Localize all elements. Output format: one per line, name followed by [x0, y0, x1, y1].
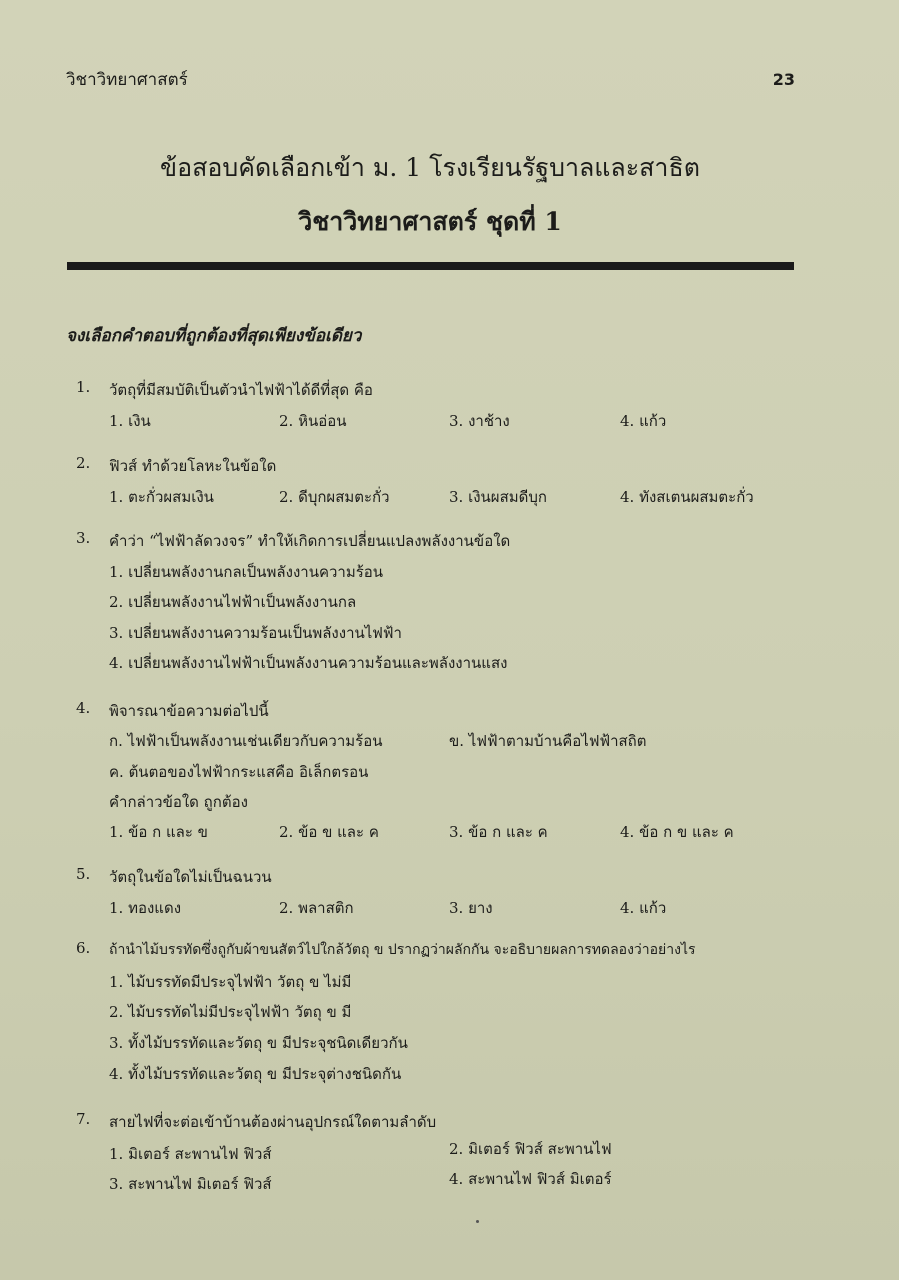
option: 3. งาช้าง	[449, 412, 510, 430]
option: 2. พลาสติก	[279, 899, 354, 917]
option: 3. เงินผสมดีบุก	[449, 488, 547, 506]
question-text: วัตถุที่มีสมบัติเป็นตัวนำไฟฟ้าได้ดีที่สุด คือ	[109, 381, 373, 399]
running-header: วิชาวิทยาศาสตร์	[66, 70, 188, 90]
question-number: 1.	[76, 378, 91, 396]
option: 3. เปลี่ยนพลังงานความร้อนเป็นพลังงานไฟฟ้า	[109, 624, 402, 642]
question-number: 5.	[76, 865, 91, 883]
question-text: ถ้านำไม้บรรทัดซึ่งถูกับผ้าขนสัตว์ไปใกล้วัตถุ ข ปรากฏว่าผลักกัน จะอธิบายผลการทดลองว่าอย่างไร	[109, 942, 696, 958]
option: 1. เปลี่ยนพลังงานกลเป็นพลังงานความร้อน	[109, 563, 384, 581]
option: 3. ยาง	[449, 899, 493, 917]
option: 1. ข้อ ก และ ข	[109, 823, 208, 841]
option: 4. สะพานไฟ ฟิวส์ มิเตอร์	[449, 1170, 612, 1188]
option: 2. มิเตอร์ ฟิวส์ สะพานไฟ	[449, 1140, 612, 1158]
exam-subtitle: วิชาวิทยาศาสตร์ ชุดที่ 1	[298, 207, 562, 236]
option: 1. มิเตอร์ สะพานไฟ ฟิวส์	[109, 1145, 272, 1163]
option: 1. ตะกั่วผสมเงิน	[109, 488, 214, 506]
print-speck	[476, 1220, 479, 1223]
option: 3. ทั้งไม้บรรทัดและวัตถุ ข มีประจุชนิดเดียวกัน	[109, 1034, 408, 1052]
option: 1. เงิน	[109, 412, 151, 430]
option: 4. เปลี่ยนพลังงานไฟฟ้าเป็นพลังงานความร้อนและพลังงานแสง	[109, 654, 508, 672]
option: 2. ดีบุกผสมตะกั่ว	[279, 488, 390, 506]
option: 3. สะพานไฟ มิเตอร์ ฟิวส์	[109, 1175, 272, 1193]
option: 4. ข้อ ก ข และ ค	[620, 823, 734, 841]
option: 2. ข้อ ข และ ค	[279, 823, 379, 841]
option: 4. ทังสเตนผสมตะกั่ว	[620, 488, 754, 506]
statement: ค. ต้นตอของไฟฟ้ากระแสคือ อิเล็กตรอน	[109, 763, 369, 781]
question-text: ฟิวส์ ทำด้วยโลหะในข้อใด	[109, 457, 277, 475]
exam-title: ข้อสอบคัดเลือกเข้า ม. 1 โรงเรียนรัฐบาลและสาธิต	[160, 153, 700, 182]
question-number: 6.	[76, 939, 91, 957]
question-number: 3.	[76, 529, 91, 547]
option: 2. ไม้บรรทัดไม่มีประจุไฟฟ้า วัตถุ ข มี	[109, 1003, 352, 1021]
statement: ก. ไฟฟ้าเป็นพลังงานเช่นเดียวกับความร้อน	[109, 732, 383, 750]
option: 4. ทั้งไม้บรรทัดและวัตถุ ข มีประจุต่างชนิดกัน	[109, 1065, 402, 1083]
question-text: วัตถุในข้อใดไม่เป็นฉนวน	[109, 868, 272, 886]
question-number: 2.	[76, 454, 91, 472]
question-prompt: คำกล่าวข้อใด ถูกต้อง	[109, 793, 248, 811]
question-text: พิจารณาข้อความต่อไปนี้	[109, 702, 269, 720]
option: 2. เปลี่ยนพลังงานไฟฟ้าเป็นพลังงานกล	[109, 593, 357, 611]
question-number: 7.	[76, 1110, 91, 1128]
option: 1. ทองแดง	[109, 899, 182, 917]
option: 2. หินอ่อน	[279, 412, 347, 430]
question-number: 4.	[76, 699, 91, 717]
page-number: 23	[772, 70, 795, 89]
instructions: จงเลือกคำตอบที่ถูกต้องที่สุดเพียงข้อเดียว	[66, 326, 362, 346]
option: 3. ข้อ ก และ ค	[449, 823, 548, 841]
question-text: คำว่า “ไฟฟ้าลัดวงจร” ทำให้เกิดการเปลี่ยนแปลงพลังงานข้อใด	[109, 532, 511, 550]
option: 1. ไม้บรรทัดมีประจุไฟฟ้า วัตถุ ข ไม่มี	[109, 973, 352, 991]
option: 4. แก้ว	[620, 899, 667, 917]
question-text: สายไฟที่จะต่อเข้าบ้านต้องผ่านอุปกรณ์ใดตามลำดับ	[109, 1113, 437, 1131]
title-rule	[67, 262, 794, 270]
statement: ข. ไฟฟ้าตามบ้านคือไฟฟ้าสถิต	[449, 732, 647, 750]
option: 4. แก้ว	[620, 412, 667, 430]
